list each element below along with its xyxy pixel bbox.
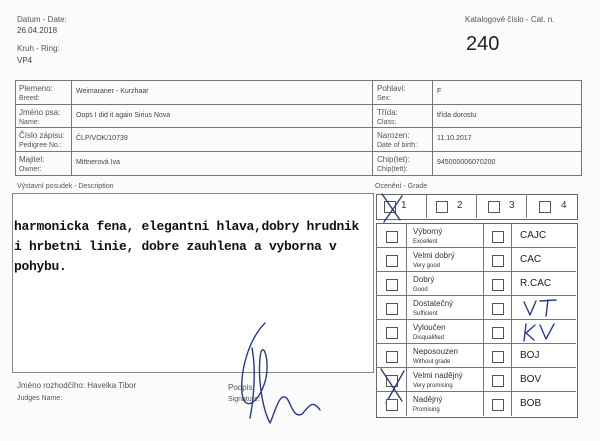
class-label: Třída: [377, 108, 398, 117]
title-bov-label: BOV [520, 374, 542, 385]
chip-value: 945000006070200 [437, 159, 496, 166]
judge-name-label: Jméno rozhodčího: Havelka Tibor [17, 381, 137, 390]
owner-label: Majitel: [19, 155, 45, 164]
placement-1-label: 1 [401, 200, 407, 211]
grade-without-grade-label: Neposouzen Without grade [413, 347, 458, 365]
ring-label: Kruh - Ring: [17, 44, 60, 53]
grade-excellent-label: Výborný Excellent [413, 227, 443, 245]
grade-label: Ocenění - Grade [375, 183, 428, 190]
pedigree-label-en: Pedigree No.: [19, 142, 62, 149]
dob-label: Narozen: [377, 131, 410, 140]
chip-label-en: Chip(tett): [377, 166, 408, 173]
grade-good-checkbox[interactable] [386, 279, 398, 291]
dob-label-en: Date of birth: [377, 142, 418, 149]
sex-label: Pohlaví: [377, 84, 406, 93]
title-rcac-checkbox[interactable] [492, 279, 504, 291]
grade-disqualified-label: Vyloučen Disqualified [413, 323, 446, 341]
chip-label: Chip(tet): [377, 155, 410, 164]
dog-name-label-en: Name: [19, 119, 40, 126]
judge-name-label-en: Judges Name: [17, 395, 63, 402]
breed-label: Plemeno: [19, 84, 53, 93]
placement-2-label: 2 [457, 200, 463, 211]
dob-value: 11.10.2017 [437, 135, 472, 142]
description-label: Výstavní posudek - Description [17, 183, 114, 190]
title-row4-checkbox[interactable] [492, 303, 504, 315]
breed-label-en: Breed: [19, 95, 40, 102]
grade-very-promising-label: Velmi nadějný Very promising [413, 371, 463, 389]
dog-name-value: Oops I did it again Sirius Nova [76, 112, 171, 119]
owner-value: Mittnerová Iva [76, 159, 120, 166]
sex-label-en: Sex: [377, 95, 392, 102]
description-line-2: i hrbetni linie, dobre zauhlena a vyborna v [14, 239, 337, 254]
grade-good-label: Dobrý Good [413, 275, 435, 293]
signature-label: Podpis: [228, 383, 255, 392]
grade-excellent-checkbox[interactable] [386, 231, 398, 243]
pedigree-label: Číslo zápisu: [19, 131, 65, 140]
title-cac-label: CAC [520, 254, 542, 265]
title-cac-checkbox[interactable] [492, 255, 504, 267]
title-cajc-checkbox[interactable] [492, 231, 504, 243]
signature-label-en: Signature: [228, 396, 260, 403]
catalog-number: 240 [466, 33, 500, 55]
placement-3-label: 3 [509, 200, 515, 211]
placement-4-label: 4 [561, 200, 567, 211]
title-row5-checkbox[interactable] [492, 327, 504, 339]
placement-2-checkbox[interactable] [436, 201, 448, 213]
grade-disqualified-checkbox[interactable] [386, 327, 398, 339]
breed-value: Weimaraner - Kurzhaar [76, 88, 149, 95]
class-label-en: Class: [377, 119, 397, 126]
dog-name-label: Jméno psa: [19, 108, 61, 117]
class-value: třída dorostu [437, 112, 477, 119]
catalog-label: Katalogové číslo - Cat. n. [465, 15, 555, 24]
sex-value: F [437, 88, 442, 95]
title-rcac-label: R.CAC [520, 278, 552, 289]
description-line-3: pohybu. [14, 259, 67, 274]
title-bob-checkbox[interactable] [492, 399, 504, 411]
placement-4-checkbox[interactable] [539, 201, 551, 213]
grade-very-good-checkbox[interactable] [386, 255, 398, 267]
owner-label-en: Owner: [19, 166, 42, 173]
grade-very-good-label: Velmi dobrý Very good [413, 251, 455, 269]
grade-promising-label: Nadějný Promising [413, 395, 443, 413]
title-cajc-label: CAJC [520, 230, 547, 241]
ring-value: VP4 [17, 56, 33, 65]
handwritten-vt [516, 297, 566, 319]
grade-sufficient-label: Dostatečný Sufficient [413, 299, 454, 317]
description-line-1: harmonicka fena, elegantni hlava,dobry hrudnik [14, 219, 360, 234]
title-boj-label: BOJ [520, 350, 540, 361]
grade-promising-checkbox[interactable] [386, 399, 398, 411]
title-bob-label: BOB [520, 398, 542, 409]
pedigree-value: ČLP/VOK/10739 [76, 135, 128, 142]
title-boj-checkbox[interactable] [492, 351, 504, 363]
date-label: Datum - Date: [17, 15, 67, 24]
grade-without-grade-checkbox[interactable] [386, 351, 398, 363]
grade-sufficient-checkbox[interactable] [386, 303, 398, 315]
judge-signature [220, 318, 330, 438]
date-value: 26.04.2018 [17, 26, 58, 35]
handwritten-kv [516, 320, 566, 344]
placement-1-check-mark [378, 190, 408, 224]
placement-3-checkbox[interactable] [488, 201, 500, 213]
title-bov-checkbox[interactable] [492, 375, 504, 387]
